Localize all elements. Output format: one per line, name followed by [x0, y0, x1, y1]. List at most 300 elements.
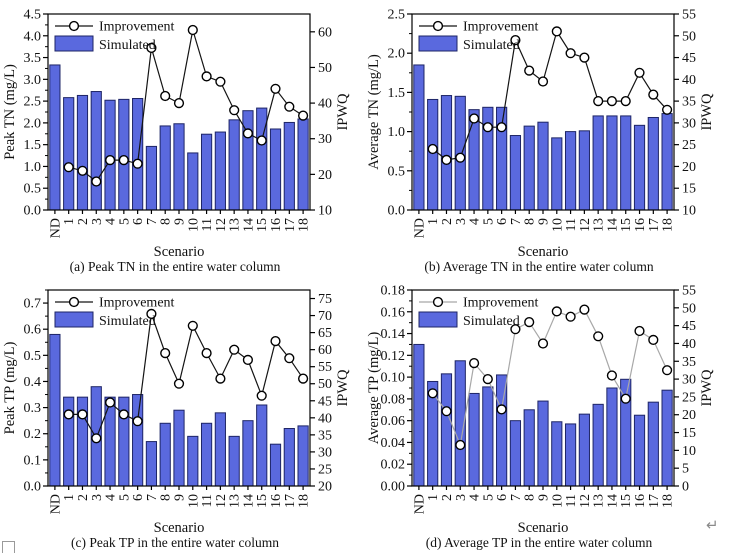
legend-improvement-marker — [70, 22, 79, 31]
bar-15 — [621, 116, 631, 210]
improvement-marker — [594, 97, 603, 106]
x-tick-label: 1 — [62, 218, 78, 225]
bar-10 — [552, 422, 562, 486]
x-axis — [412, 210, 675, 238]
legend-improvement-marker — [70, 298, 79, 307]
improvement-marker — [525, 66, 534, 75]
legend-simulated-label: Simulated — [99, 38, 156, 53]
left-tick-label: 0.10 — [380, 370, 405, 386]
x-tick-label: 16 — [269, 494, 285, 508]
object-anchor-artifact — [2, 541, 15, 553]
bar-12 — [579, 414, 589, 486]
improvement-marker — [244, 129, 253, 138]
bar-11 — [201, 134, 211, 210]
improvement-marker — [483, 123, 492, 132]
improvement-marker — [428, 145, 437, 154]
right-tick-label: 40 — [318, 96, 332, 112]
improvement-marker — [161, 92, 170, 101]
caption-d: (d) Average TP in the entire water column — [425, 535, 653, 550]
x-tick-label: 12 — [577, 218, 593, 232]
legend — [55, 296, 175, 330]
left-tick-label: 2.0 — [23, 116, 41, 132]
x-tick-label: 7 — [144, 494, 160, 501]
improvement-line — [433, 310, 667, 445]
right-tick-label: 20 — [682, 159, 696, 175]
left-tick-label: 0.04 — [380, 435, 405, 451]
bar-10 — [552, 138, 562, 210]
improvement-marker — [216, 77, 225, 86]
legend — [419, 296, 539, 330]
improvement-marker — [470, 359, 479, 368]
improvement-marker — [188, 321, 197, 330]
improvement-marker — [635, 327, 644, 336]
x-tick-label: 14 — [241, 494, 257, 508]
bar-10 — [188, 436, 198, 486]
x-tick-label: 11 — [564, 218, 580, 232]
bar-15 — [257, 405, 267, 486]
improvement-marker — [663, 105, 672, 114]
improvement-marker — [539, 339, 548, 348]
left-tick-label: 2.5 — [23, 94, 41, 110]
right-axis-title: IPWQ — [335, 369, 351, 407]
bars-simulated — [50, 334, 308, 486]
x-tick-label: 4 — [103, 494, 119, 501]
x-tick-label: 18 — [296, 494, 312, 508]
improvement-marker — [230, 345, 239, 354]
x-tick-label: 12 — [213, 494, 229, 508]
right-tick-label: 50 — [682, 29, 696, 45]
left-tick-label: 0.7 — [23, 296, 41, 312]
x-tick-label: 10 — [550, 218, 566, 232]
x-tick-label: 9 — [536, 218, 552, 225]
x-tick-label: 8 — [158, 218, 174, 225]
bar-17 — [284, 122, 294, 210]
right-tick-label: 45 — [318, 394, 332, 410]
left-tick-label: 0.4 — [23, 374, 41, 390]
left-tick-label: 0.5 — [23, 181, 41, 197]
right-tick-label: 40 — [318, 411, 332, 427]
bar-9 — [174, 410, 184, 486]
bars-simulated — [50, 65, 308, 210]
right-tick-label: 10 — [682, 443, 696, 459]
x-tick-label: 13 — [227, 218, 243, 232]
improvement-marker — [566, 49, 575, 58]
bar-18 — [298, 119, 308, 210]
left-tick-label: 1.0 — [23, 159, 41, 175]
legend-simulated-swatch — [419, 312, 457, 327]
legend-simulated-label: Simulated — [99, 314, 156, 329]
x-tick-label: 6 — [495, 218, 511, 225]
right-axis — [674, 284, 696, 495]
x-tick-label: 15 — [619, 494, 635, 508]
caption-a: (a) Peak TN in the entire water column — [69, 259, 281, 274]
bar-13 — [593, 404, 603, 486]
x-tick-label: ND — [412, 218, 428, 239]
x-tick-label: 11 — [200, 218, 216, 232]
right-axis — [310, 25, 332, 218]
chart-panel-d — [364, 278, 728, 534]
x-tick-label: 9 — [172, 218, 188, 225]
bar-13 — [593, 116, 603, 210]
right-tick-label: 50 — [682, 301, 696, 317]
right-tick-label: 50 — [318, 60, 332, 76]
improvement-marker — [106, 398, 115, 407]
x-tick-label: 3 — [453, 494, 469, 501]
bar-12 — [215, 132, 225, 210]
improvement-marker — [64, 410, 73, 419]
improvement-marker — [244, 356, 253, 365]
bar-16 — [634, 125, 644, 210]
improvement-marker — [428, 389, 437, 398]
left-axis — [381, 284, 413, 495]
bar-1 — [64, 98, 74, 210]
x-tick-label: ND — [48, 494, 64, 515]
x-tick-label: 12 — [577, 494, 593, 508]
left-tick-label: 1.0 — [387, 125, 405, 141]
bar-11 — [565, 424, 575, 486]
x-tick-label: ND — [48, 218, 64, 239]
improvement-marker — [483, 375, 492, 384]
improvement-marker — [78, 166, 87, 175]
improvement-marker — [497, 405, 506, 414]
x-tick-label: 4 — [467, 218, 483, 225]
right-tick-label: 25 — [682, 390, 696, 406]
x-tick-label: 17 — [282, 218, 298, 232]
bar-14 — [243, 421, 253, 486]
bar-4 — [469, 110, 479, 210]
x-tick-label: 5 — [481, 218, 497, 225]
right-tick-label: 50 — [318, 377, 332, 393]
bar-ND — [414, 344, 424, 486]
legend-simulated-label: Simulated — [463, 38, 520, 53]
improvement-marker — [608, 371, 617, 380]
bar-16 — [270, 129, 280, 210]
right-tick-label: 35 — [682, 354, 696, 370]
improvement-marker — [456, 441, 465, 450]
improvement-marker — [608, 97, 617, 106]
x-tick-label: 6 — [495, 494, 511, 501]
improvement-marker — [552, 307, 561, 316]
panel-average-tp — [364, 278, 728, 553]
x-tick-label: 8 — [522, 218, 538, 225]
x-tick-label: 9 — [536, 494, 552, 501]
x-tick-label: 18 — [660, 494, 676, 508]
right-tick-label: 70 — [318, 309, 332, 325]
x-tick-label: 2 — [75, 494, 91, 501]
bar-7 — [146, 442, 156, 486]
bar-12 — [215, 413, 225, 486]
bar-1 — [428, 99, 438, 210]
x-tick-label: 17 — [282, 494, 298, 508]
chart-panel-b — [364, 2, 728, 258]
x-tick-label: 14 — [241, 218, 257, 233]
right-axis-title: IPWQ — [699, 369, 715, 407]
bar-2 — [77, 95, 87, 210]
legend — [55, 20, 175, 54]
right-axis-title: IPWQ — [699, 93, 715, 131]
right-tick-label: 65 — [318, 326, 332, 342]
x-tick-label: 1 — [426, 494, 442, 501]
x-axis-title: Scenario — [517, 244, 569, 258]
bar-15 — [257, 108, 267, 210]
improvement-marker — [566, 312, 575, 321]
bar-8 — [524, 126, 534, 210]
right-tick-label: 40 — [682, 336, 696, 352]
x-tick-label: 2 — [439, 494, 455, 501]
left-tick-label: 0.06 — [380, 414, 405, 430]
right-tick-label: 35 — [682, 94, 696, 110]
improvement-marker — [621, 97, 630, 106]
x-tick-label: 13 — [591, 494, 607, 508]
bar-6 — [133, 395, 143, 486]
bar-10 — [188, 153, 198, 210]
x-tick-label: 1 — [426, 218, 442, 225]
left-tick-label: 0.2 — [23, 427, 41, 443]
x-tick-label: 3 — [89, 494, 105, 501]
x-tick-label: 13 — [227, 494, 243, 508]
bar-6 — [133, 99, 143, 211]
bar-9 — [538, 401, 548, 486]
improvement-marker — [119, 410, 128, 419]
chart-panel-a — [0, 2, 364, 258]
left-tick-label: 0.3 — [23, 401, 41, 417]
right-tick-label: 25 — [318, 462, 332, 478]
x-axis-title: Scenario — [517, 520, 569, 534]
left-tick-label: 1.5 — [23, 138, 41, 154]
bar-12 — [579, 131, 589, 210]
improvement-marker — [175, 379, 184, 388]
right-tick-label: 55 — [318, 360, 332, 376]
left-tick-label: 4.0 — [23, 29, 41, 45]
bar-17 — [284, 429, 294, 486]
right-tick-label: 10 — [682, 203, 696, 219]
improvement-marker — [64, 163, 73, 172]
improvement-marker — [497, 123, 506, 132]
bar-7 — [510, 136, 520, 210]
x-tick-label: 14 — [605, 218, 621, 233]
bar-ND — [50, 334, 60, 486]
improvement-marker — [271, 84, 280, 93]
legend-simulated-swatch — [419, 36, 457, 51]
improvement-marker — [470, 114, 479, 123]
bar-18 — [662, 390, 672, 486]
improvement-marker — [106, 156, 115, 165]
x-tick-label: 11 — [200, 494, 216, 508]
panel-peak-tp — [0, 278, 364, 553]
improvement-marker — [621, 394, 630, 403]
improvement-marker — [594, 332, 603, 341]
x-tick-label: 16 — [269, 218, 285, 232]
bar-17 — [648, 117, 658, 210]
improvement-marker — [649, 336, 658, 345]
x-tick-label: 18 — [296, 218, 312, 232]
improvement-marker — [92, 177, 101, 186]
right-tick-label: 30 — [318, 445, 332, 461]
legend-improvement-marker — [434, 22, 443, 31]
improvement-marker — [188, 26, 197, 35]
left-tick-label: 0.18 — [380, 283, 405, 299]
left-tick-label: 0.5 — [387, 164, 405, 180]
improvement-marker — [299, 111, 308, 120]
x-tick-label: 5 — [117, 494, 133, 501]
right-tick-label: 60 — [318, 343, 332, 359]
left-tick-label: 0.6 — [23, 322, 41, 338]
improvement-marker — [230, 106, 239, 115]
x-tick-label: 12 — [213, 218, 229, 232]
right-tick-label: 40 — [682, 72, 696, 88]
legend-improvement-label: Improvement — [463, 19, 539, 35]
x-tick-label: 3 — [453, 218, 469, 225]
right-axis — [674, 8, 696, 219]
left-tick-label: 4.5 — [23, 7, 41, 23]
x-tick-label: 6 — [131, 494, 147, 501]
right-tick-label: 30 — [682, 116, 696, 132]
improvement-marker — [285, 102, 294, 111]
x-axis — [48, 486, 311, 514]
improvement-marker — [202, 72, 211, 81]
left-axis-title: Peak TP (mg/L) — [2, 341, 18, 435]
chart-panel-c — [0, 278, 364, 534]
improvement-marker — [525, 318, 534, 327]
bar-11 — [201, 423, 211, 486]
left-tick-label: 0.12 — [380, 348, 405, 364]
improvement-marker — [635, 68, 644, 77]
x-axis — [412, 486, 675, 514]
x-tick-label: ND — [412, 494, 428, 515]
right-tick-label: 5 — [682, 461, 689, 477]
panel-average-tn — [364, 2, 728, 278]
legend-improvement-label: Improvement — [463, 295, 539, 311]
improvement-marker — [92, 434, 101, 443]
left-tick-label: 2.0 — [387, 46, 405, 62]
x-tick-label: 10 — [550, 494, 566, 508]
left-axis-title: Average TP (mg/L) — [366, 331, 382, 445]
left-tick-label: 3.5 — [23, 51, 41, 67]
right-tick-label: 20 — [682, 408, 696, 424]
x-tick-label: 15 — [255, 218, 271, 232]
improvement-marker — [257, 391, 266, 400]
x-axis-title: Scenario — [153, 520, 205, 534]
improvement-marker — [580, 305, 589, 314]
bar-18 — [662, 114, 672, 210]
x-tick-label: 8 — [522, 494, 538, 501]
bar-16 — [270, 444, 280, 486]
x-tick-label: 2 — [75, 218, 91, 225]
bar-4 — [469, 393, 479, 486]
improvement-marker — [552, 27, 561, 36]
x-tick-label: 15 — [255, 494, 271, 508]
right-tick-label: 35 — [318, 428, 332, 444]
bar-7 — [510, 421, 520, 486]
caption-c: (c) Peak TP in the entire water column — [70, 535, 280, 550]
x-tick-label: 7 — [144, 218, 160, 225]
bar-18 — [298, 426, 308, 486]
right-tick-label: 60 — [318, 25, 332, 41]
bar-14 — [607, 388, 617, 486]
left-axis — [388, 8, 413, 219]
right-tick-label: 45 — [682, 51, 696, 67]
improvement-marker — [663, 366, 672, 375]
x-tick-label: 18 — [660, 218, 676, 232]
x-tick-label: 16 — [633, 494, 649, 508]
bar-5 — [483, 387, 493, 486]
bar-13 — [229, 120, 239, 210]
bar-8 — [160, 126, 170, 210]
bar-13 — [229, 436, 239, 486]
left-axis-title: Peak TN (mg/L) — [2, 64, 18, 160]
x-axis-title: Scenario — [153, 244, 205, 258]
x-tick-label: 14 — [605, 494, 621, 508]
x-tick-label: 13 — [591, 218, 607, 232]
left-tick-label: 3.0 — [23, 72, 41, 88]
bar-9 — [174, 124, 184, 210]
x-tick-label: 10 — [186, 218, 202, 232]
right-tick-label: 15 — [682, 426, 696, 442]
right-tick-label: 55 — [682, 283, 696, 299]
improvement-marker — [299, 374, 308, 383]
x-tick-label: 10 — [186, 494, 202, 508]
left-tick-label: 0.1 — [23, 453, 41, 469]
x-tick-label: 3 — [89, 218, 105, 225]
bar-7 — [146, 146, 156, 210]
improvement-marker — [78, 410, 87, 419]
bar-8 — [160, 423, 170, 486]
legend — [419, 20, 539, 54]
bar-9 — [538, 122, 548, 210]
x-tick-label: 11 — [564, 494, 580, 508]
left-tick-label: 0.0 — [23, 203, 41, 219]
right-tick-label: 15 — [682, 181, 696, 197]
left-tick-label: 0.08 — [380, 392, 405, 408]
right-tick-label: 25 — [682, 138, 696, 154]
left-tick-label: 0.16 — [380, 305, 405, 321]
x-tick-label: 5 — [117, 218, 133, 225]
improvement-marker — [580, 53, 589, 62]
x-tick-label: 15 — [619, 218, 635, 232]
bar-ND — [414, 65, 424, 210]
improvement-marker — [119, 156, 128, 165]
bar-11 — [565, 132, 575, 210]
x-axis — [48, 210, 311, 238]
x-tick-label: 9 — [172, 494, 188, 501]
left-tick-label: 1.5 — [387, 85, 405, 101]
legend-improvement-label: Improvement — [99, 19, 175, 35]
paragraph-return-mark: ↵ — [706, 516, 719, 534]
left-tick-label: 0.0 — [387, 203, 405, 219]
right-axis — [310, 292, 332, 494]
x-tick-label: 17 — [646, 218, 662, 232]
bar-16 — [634, 415, 644, 486]
legend-simulated-swatch — [55, 312, 93, 327]
improvement-marker — [649, 90, 658, 99]
caption-b: (b) Average TN in the entire water column — [424, 259, 654, 274]
right-tick-label: 55 — [682, 7, 696, 23]
left-tick-label: 2.5 — [387, 7, 405, 23]
improvement-marker — [133, 159, 142, 168]
panel-peak-tn — [0, 2, 364, 278]
bar-5 — [119, 99, 129, 210]
left-tick-label: 0.5 — [23, 348, 41, 364]
improvement-marker — [216, 374, 225, 383]
legend-improvement-label: Improvement — [99, 295, 175, 311]
x-tick-label: 16 — [633, 218, 649, 232]
right-tick-label: 45 — [682, 319, 696, 335]
x-tick-label: 7 — [508, 218, 524, 225]
left-tick-label: 0.00 — [380, 479, 405, 495]
x-tick-label: 2 — [439, 218, 455, 225]
improvement-marker — [161, 349, 170, 358]
right-tick-label: 20 — [318, 167, 332, 183]
